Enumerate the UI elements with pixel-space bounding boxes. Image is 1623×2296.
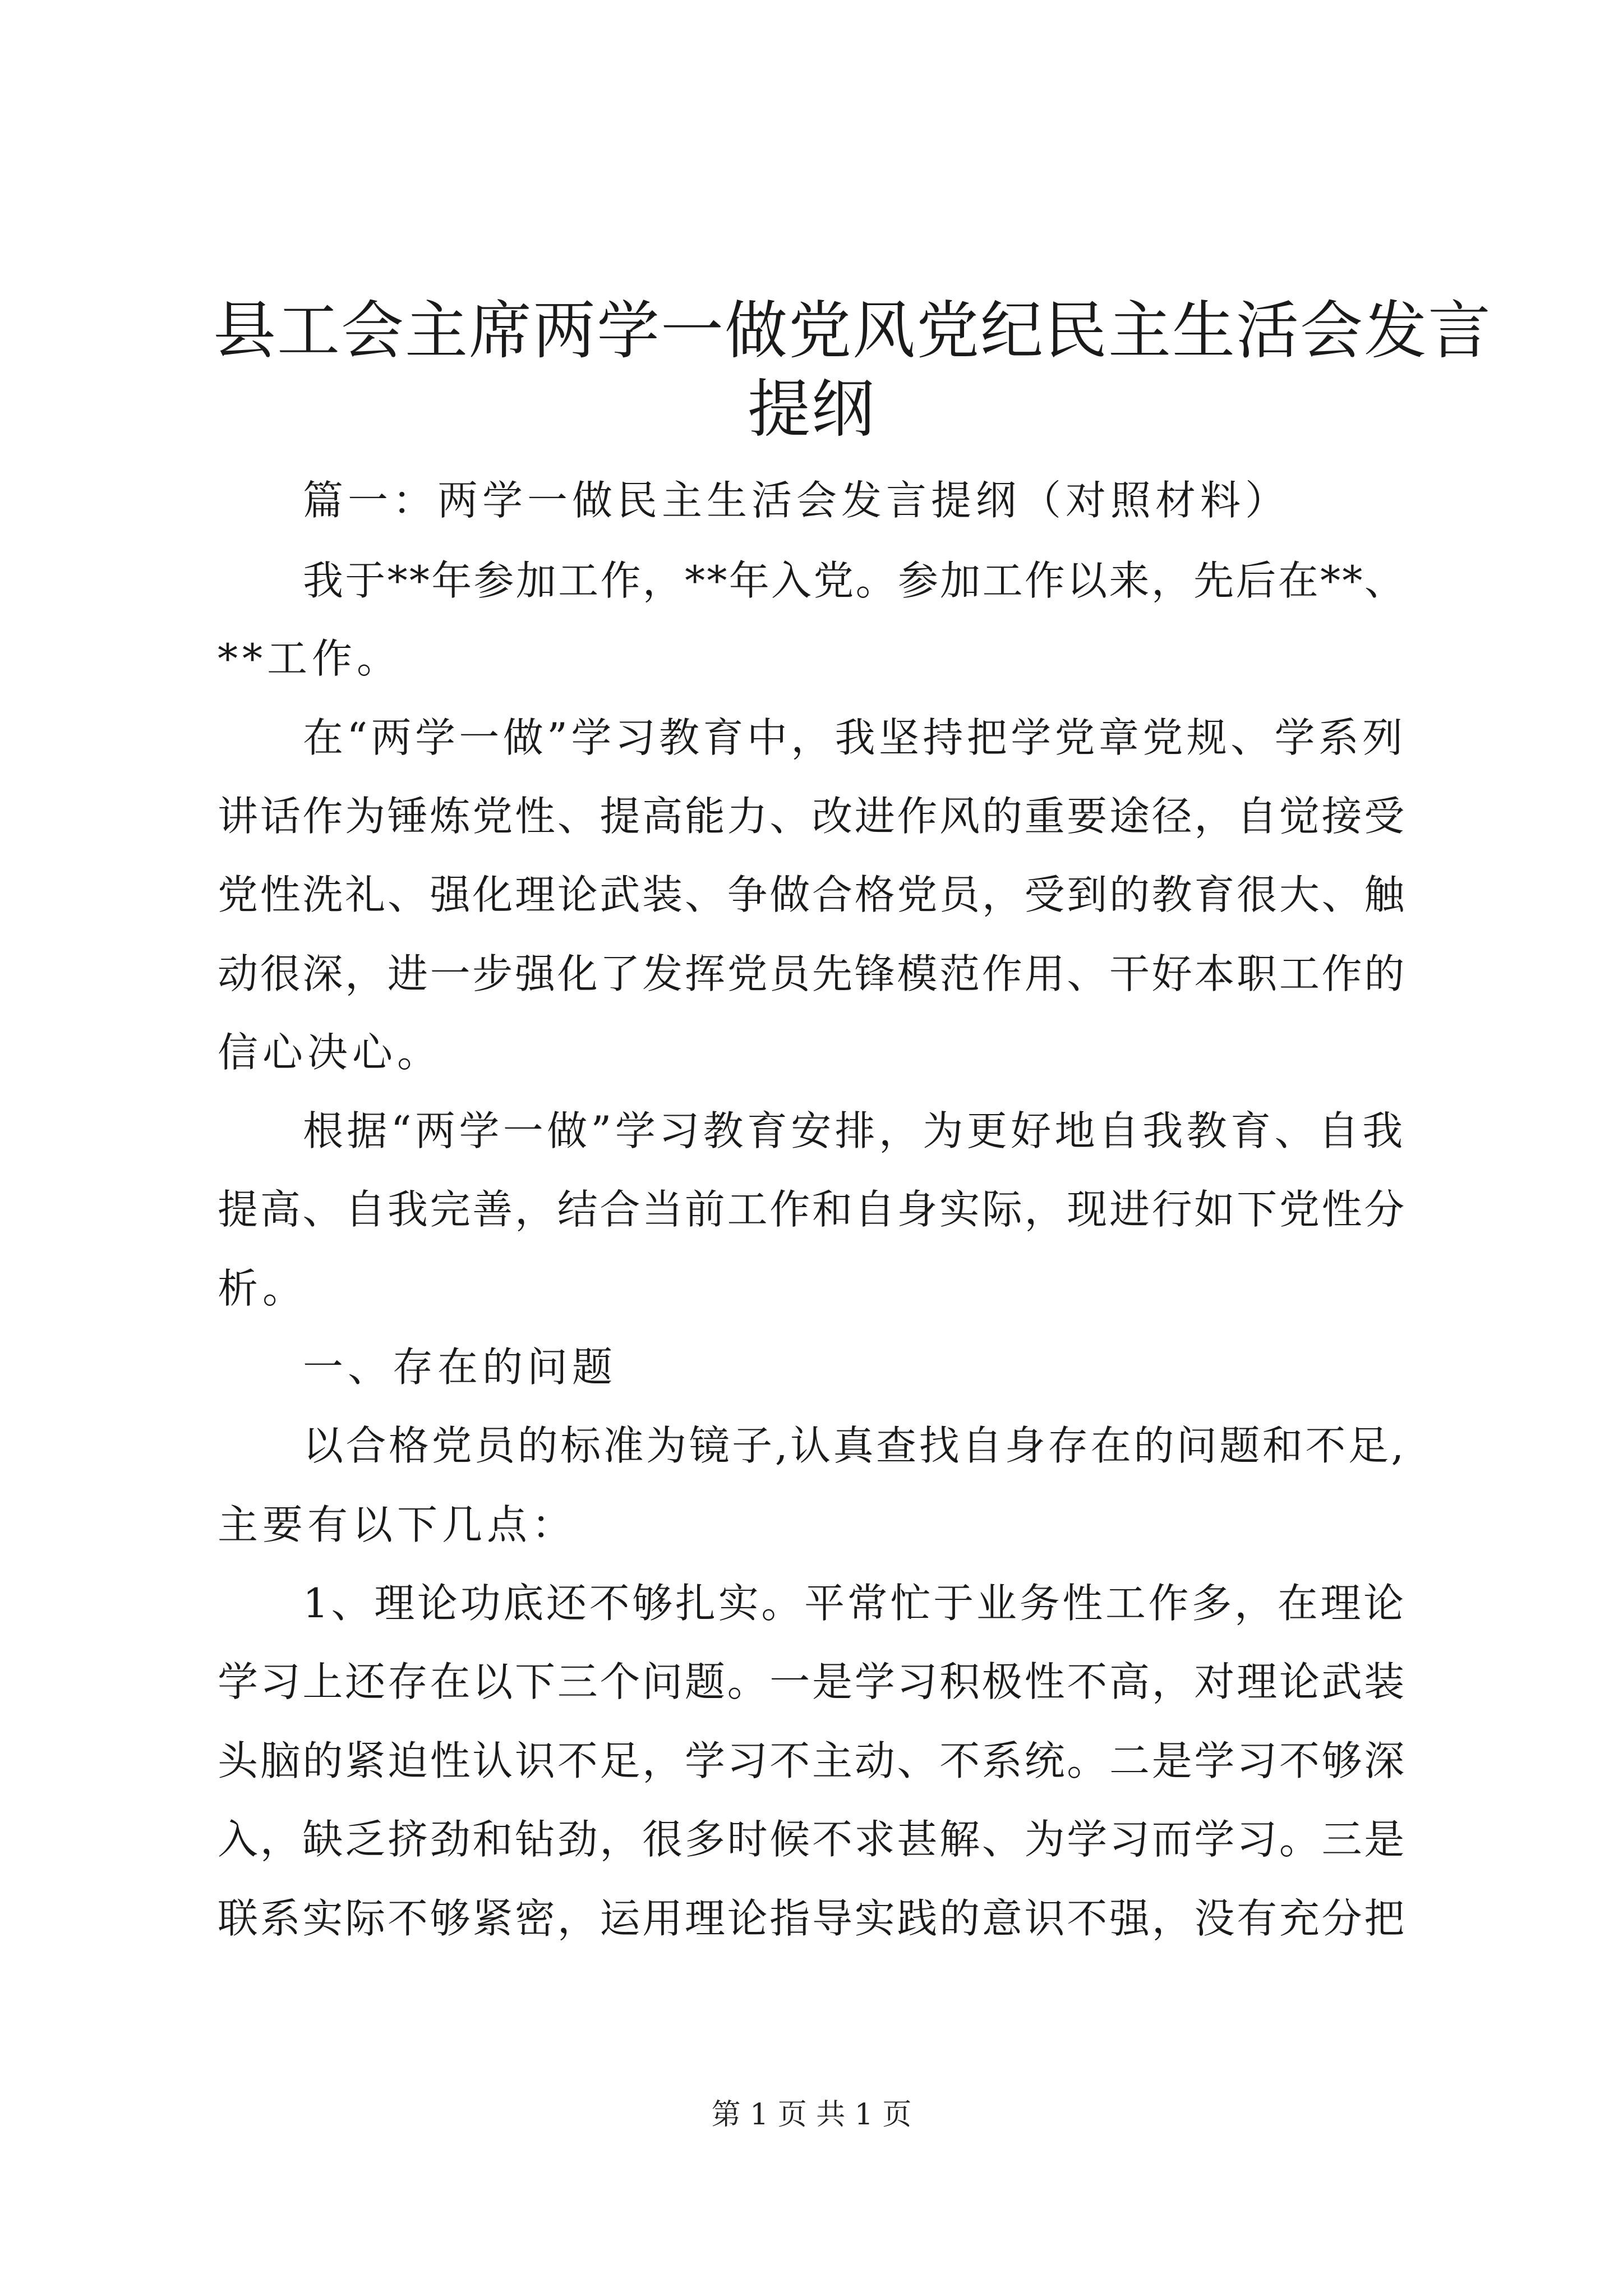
section-heading: 一、存在的问题 (303, 1343, 617, 1391)
paragraph-line: 主要有以下几点： (218, 1501, 577, 1548)
document-title-line-2: 提纲 (748, 373, 875, 446)
paragraph-line: 1、理论功底还不够扎实。平常忙于业务性工作多，在理论 (303, 1580, 1407, 1627)
paragraph-line: 讲话作为锤炼党性、提高能力、改进作风的重要途径，自觉接受 (218, 793, 1407, 840)
paragraph-line: 提高、自我完善，结合当前工作和自身实际，现进行如下党性分 (218, 1186, 1407, 1233)
paragraph-line: 动很深，进一步强化了发挥党员先锋模范作用、干好本职工作的 (218, 950, 1407, 997)
paragraph-line: 我于**年参加工作，**年入党。参加工作以来，先后在**、 (303, 557, 1407, 604)
paragraph-line: 析。 (218, 1265, 308, 1312)
paragraph-line: 联系实际不够紧密，运用理论指导实践的意识不强，没有充分把 (218, 1895, 1407, 1942)
paragraph-line: 学习上还存在以下三个问题。一是学习积极性不高，对理论武装 (218, 1658, 1407, 1705)
paragraph-line: 以合格党员的标准为镜子,认真查找自身存在的问题和不足, (303, 1422, 1407, 1469)
paragraph-line: 党性洗礼、强化理论武装、争做合格党员，受到的教育很大、触 (218, 871, 1407, 918)
paragraph-line: 信心决心。 (218, 1029, 442, 1076)
paragraph-line: 头脑的紧迫性认识不足，学习不主动、不系统。二是学习不够深 (218, 1737, 1407, 1784)
page-footer: 第 1 页 共 1 页 (711, 2098, 912, 2132)
paragraph-line: 入，缺乏挤劲和钻劲，很多时候不求甚解、为学习而学习。三是 (218, 1816, 1407, 1863)
paragraph-line: 在“两学一做”学习教育中，我坚持把学党章党规、学系列 (303, 714, 1407, 761)
paragraph-line: 根据“两学一做”学习教育安排，为更好地自我教育、自我 (303, 1107, 1407, 1154)
paragraph-line: **工作。 (218, 635, 402, 682)
paragraph-line: 篇一：两学一做民主生活会发言提纲（对照材料） (303, 477, 1290, 524)
document-title-line-1: 县工会主席两学一做党风党纪民主生活会发言 (213, 295, 1492, 367)
